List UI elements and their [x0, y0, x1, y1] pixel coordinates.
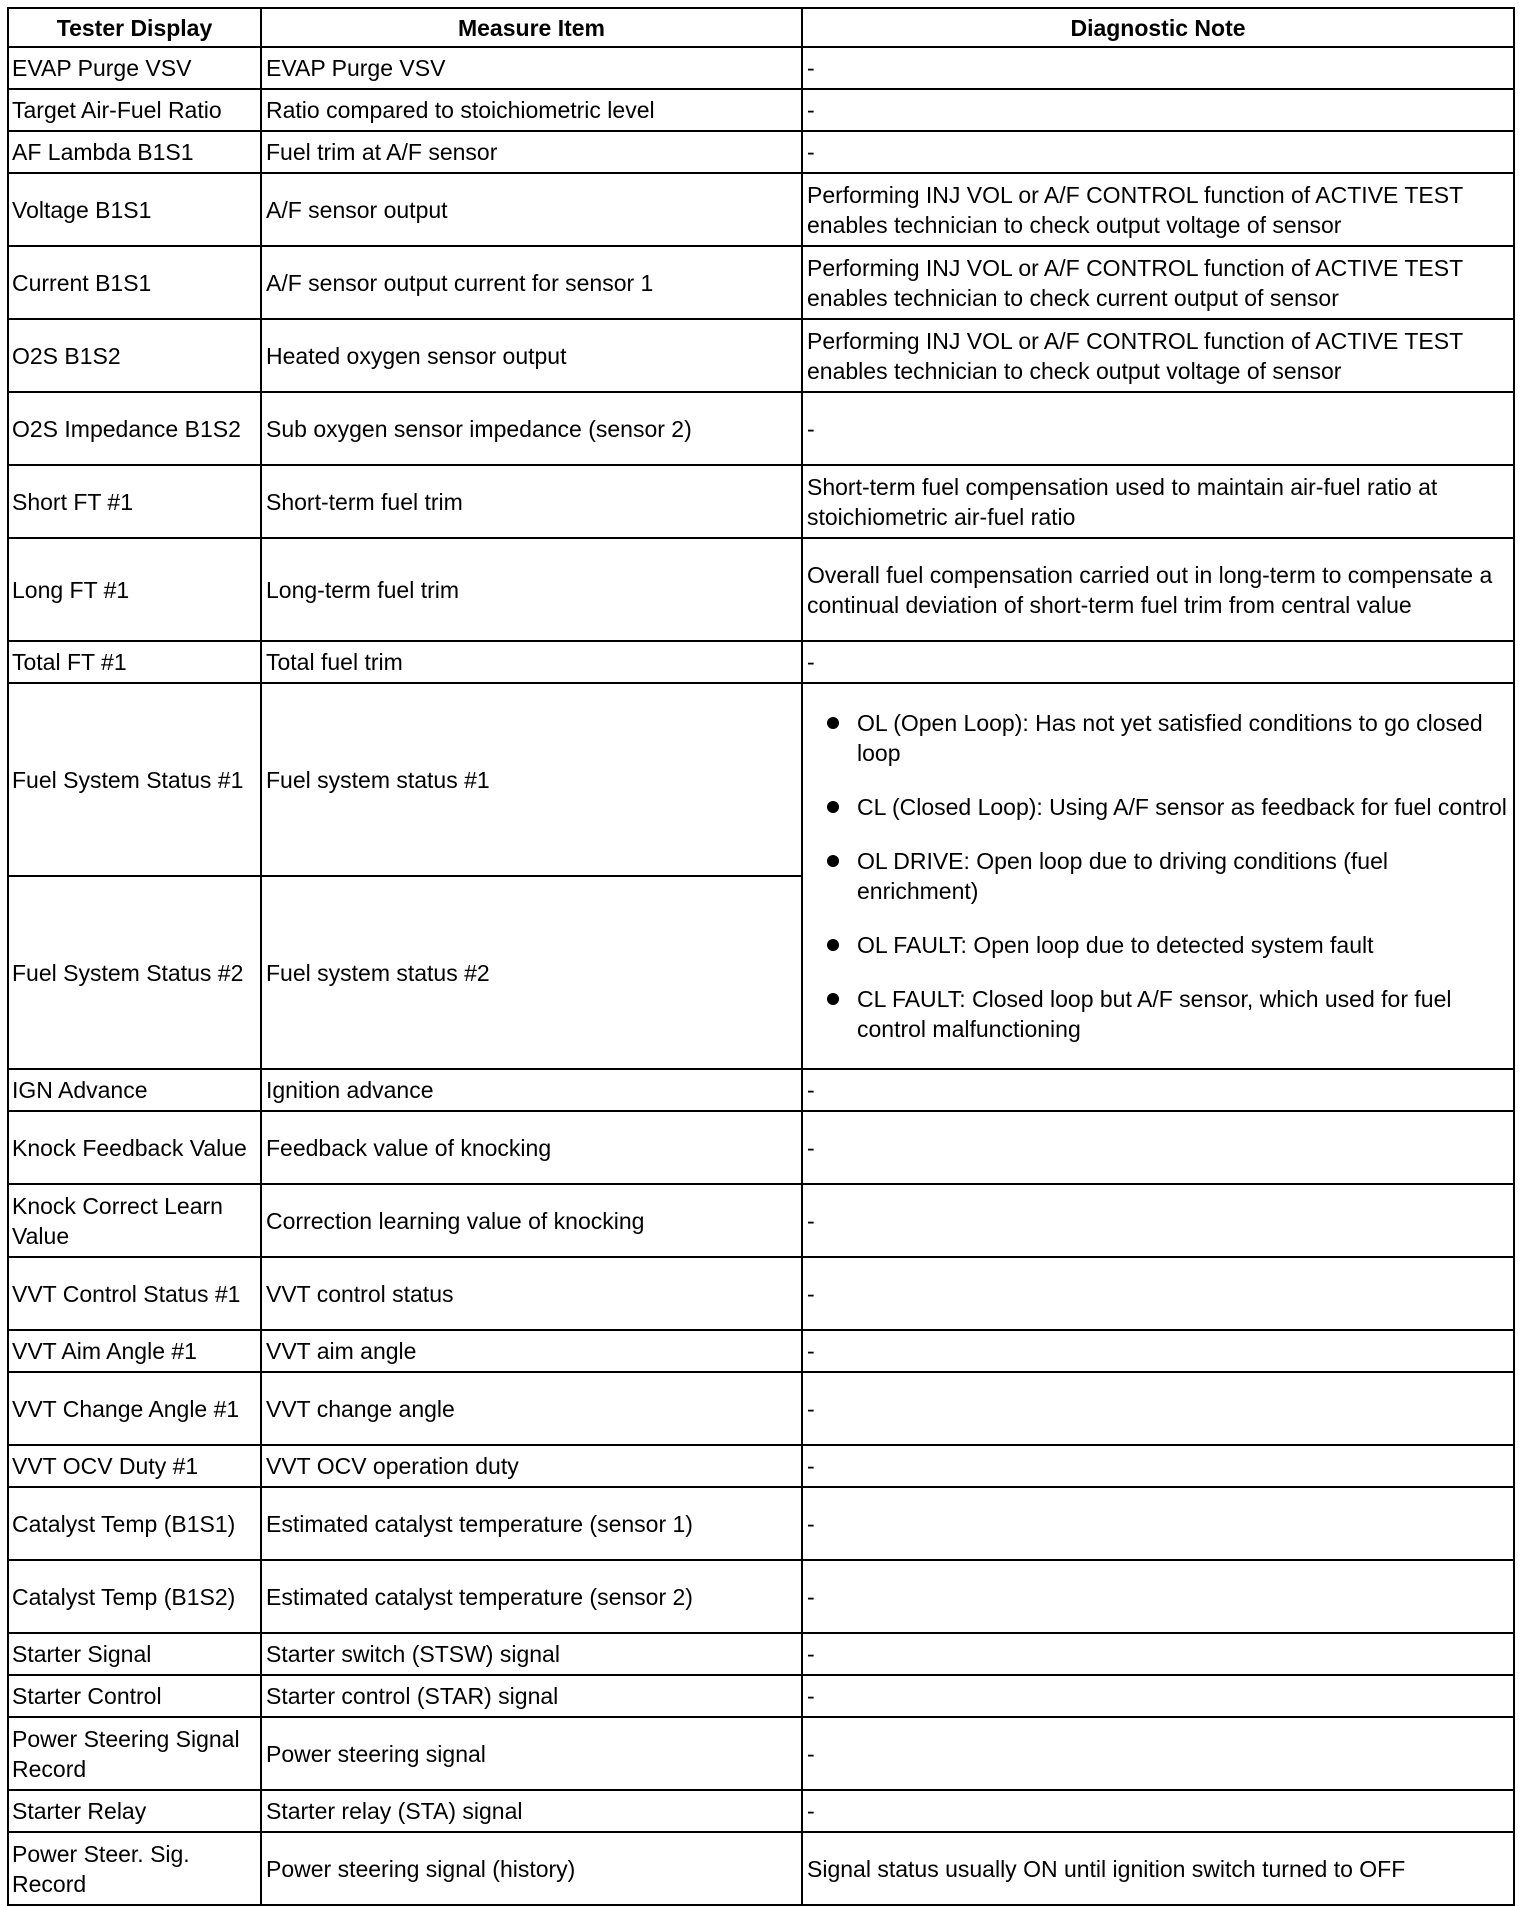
diagnostic-note-cell: - — [802, 1633, 1514, 1675]
tester-display-cell: Voltage B1S1 — [8, 173, 261, 246]
diagnostic-note-cell: - — [802, 392, 1514, 465]
table-row — [8, 641, 1514, 683]
measure-item-cell: Power steering signal — [261, 1717, 802, 1790]
measure-item-cell: Starter control (STAR) signal — [261, 1675, 802, 1717]
fuel-system-notes-cell — [802, 683, 1514, 1069]
tester-display-cell: Power Steer. Sig. Record — [8, 1832, 261, 1905]
measure-item-cell: Fuel trim at A/F sensor — [261, 131, 802, 173]
diagnostic-note-cell: Performing INJ VOL or A/F CONTROL function of ACTIVE TEST enables technician to check output voltage of sensor — [802, 319, 1514, 392]
measure-item-cell: Estimated catalyst temperature (sensor 2) — [261, 1560, 802, 1633]
table-row — [8, 1717, 1514, 1790]
measure-item-cell: Power steering signal (history) — [261, 1832, 802, 1905]
tester-display-cell: Total FT #1 — [8, 641, 261, 683]
tester-display-cell: IGN Advance — [8, 1069, 261, 1111]
table-row — [8, 1111, 1514, 1184]
diagnostic-note-cell: - — [802, 1445, 1514, 1487]
table-row — [8, 319, 1514, 392]
tester-display-cell: Knock Correct Learn Value — [8, 1184, 261, 1257]
table-row — [8, 683, 1514, 876]
diagnostic-note-cell: - — [802, 1111, 1514, 1184]
header-measure-item: Measure Item — [261, 8, 802, 47]
table-row — [8, 392, 1514, 465]
measure-item-cell: Correction learning value of knocking — [261, 1184, 802, 1257]
tester-display-cell: Fuel System Status #1 — [8, 683, 261, 876]
table-row — [8, 1487, 1514, 1560]
tester-display-cell: Catalyst Temp (B1S1) — [8, 1487, 261, 1560]
data-list-document — [7, 7, 1513, 1896]
tester-display-cell: Power Steering Signal Record — [8, 1717, 261, 1790]
measure-item-cell: Short-term fuel trim — [261, 465, 802, 538]
diagnostic-note-cell: Overall fuel compensation carried out in long-term to compensate a continual deviation of short-term fuel trim from central value — [802, 538, 1514, 641]
measure-item-cell: VVT OCV operation duty — [261, 1445, 802, 1487]
table-row — [8, 89, 1514, 131]
tester-display-cell: VVT Change Angle #1 — [8, 1372, 261, 1445]
tester-display-cell: Short FT #1 — [8, 465, 261, 538]
tester-display-cell: VVT Aim Angle #1 — [8, 1330, 261, 1372]
header-row — [8, 8, 1514, 47]
measure-item-cell: Ratio compared to stoichiometric level — [261, 89, 802, 131]
tester-display-cell: EVAP Purge VSV — [8, 47, 261, 89]
table-row — [8, 465, 1514, 538]
bullet-list-item: OL FAULT: Open loop due to detected system fault — [807, 930, 1509, 960]
tester-display-cell: Knock Feedback Value — [8, 1111, 261, 1184]
diagnostic-note-cell: - — [802, 1069, 1514, 1111]
measure-item-cell: Estimated catalyst temperature (sensor 1) — [261, 1487, 802, 1560]
measure-item-cell: A/F sensor output current for sensor 1 — [261, 246, 802, 319]
tester-display-cell: Starter Control — [8, 1675, 261, 1717]
table-row — [8, 1257, 1514, 1330]
tester-display-cell: Current B1S1 — [8, 246, 261, 319]
diagnostic-note-cell: - — [802, 1560, 1514, 1633]
bullet-list-item: OL DRIVE: Open loop due to driving conditions (fuel enrichment) — [807, 846, 1509, 906]
table-row — [8, 1330, 1514, 1372]
measure-item-cell: Fuel system status #1 — [261, 683, 802, 876]
bullet-list-item: OL (Open Loop): Has not yet satisfied conditions to go closed loop — [807, 708, 1509, 768]
measure-item-cell: Starter relay (STA) signal — [261, 1790, 802, 1832]
diagnostic-note-cell: Short-term fuel compensation used to maintain air-fuel ratio at stoichiometric air-fuel ratio — [802, 465, 1514, 538]
bullet-list-item: CL FAULT: Closed loop but A/F sensor, which used for fuel control malfunctioning — [807, 984, 1509, 1044]
table-row — [8, 1184, 1514, 1257]
header-tester-display: Tester Display — [8, 8, 261, 47]
table-row — [8, 1372, 1514, 1445]
tester-display-cell: Starter Signal — [8, 1633, 261, 1675]
diagnostic-note-cell: - — [802, 1372, 1514, 1445]
measure-item-cell: VVT change angle — [261, 1372, 802, 1445]
table-row — [8, 1790, 1514, 1832]
diagnostic-note-cell: Signal status usually ON until ignition switch turned to OFF — [802, 1832, 1514, 1905]
diagnostic-note-cell: - — [802, 1330, 1514, 1372]
table-row — [8, 47, 1514, 89]
diagnostic-note-cell: - — [802, 1717, 1514, 1790]
table-row — [8, 1675, 1514, 1717]
diagnostic-note-cell: - — [802, 1675, 1514, 1717]
diagnostic-note-cell: - — [802, 641, 1514, 683]
table-row — [8, 131, 1514, 173]
measure-item-cell: Fuel system status #2 — [261, 876, 802, 1069]
table-row — [8, 1069, 1514, 1111]
measure-item-cell: Ignition advance — [261, 1069, 802, 1111]
header-diagnostic-note: Diagnostic Note — [802, 8, 1514, 47]
fuel-system-notes-list — [807, 702, 1509, 1050]
diagnostic-note-cell: Performing INJ VOL or A/F CONTROL function of ACTIVE TEST enables technician to check output voltage of sensor — [802, 173, 1514, 246]
measure-item-cell: Starter switch (STSW) signal — [261, 1633, 802, 1675]
tester-display-cell: Catalyst Temp (B1S2) — [8, 1560, 261, 1633]
measure-item-cell: Heated oxygen sensor output — [261, 319, 802, 392]
tester-display-cell: Starter Relay — [8, 1790, 261, 1832]
diagnostic-note-cell: Performing INJ VOL or A/F CONTROL function of ACTIVE TEST enables technician to check current output of sensor — [802, 246, 1514, 319]
measure-item-cell: Total fuel trim — [261, 641, 802, 683]
diagnostic-note-cell: - — [802, 1487, 1514, 1560]
table-row — [8, 1560, 1514, 1633]
tester-display-cell: Fuel System Status #2 — [8, 876, 261, 1069]
measure-item-cell: Long-term fuel trim — [261, 538, 802, 641]
table-row — [8, 1832, 1514, 1905]
tester-display-cell: O2S B1S2 — [8, 319, 261, 392]
tester-display-cell: VVT Control Status #1 — [8, 1257, 261, 1330]
measure-item-cell: Feedback value of knocking — [261, 1111, 802, 1184]
measure-item-cell: Sub oxygen sensor impedance (sensor 2) — [261, 392, 802, 465]
table-row — [8, 538, 1514, 641]
diagnostic-note-cell: - — [802, 131, 1514, 173]
diagnostic-note-cell: - — [802, 1790, 1514, 1832]
diagnostic-note-cell: - — [802, 1257, 1514, 1330]
measure-item-cell: VVT aim angle — [261, 1330, 802, 1372]
tester-display-cell: AF Lambda B1S1 — [8, 131, 261, 173]
table-row — [8, 246, 1514, 319]
table-row — [8, 1633, 1514, 1675]
table-row — [8, 1445, 1514, 1487]
measure-item-cell: A/F sensor output — [261, 173, 802, 246]
diagnostic-note-cell: - — [802, 1184, 1514, 1257]
diagnostic-note-cell: - — [802, 47, 1514, 89]
tester-display-cell: VVT OCV Duty #1 — [8, 1445, 261, 1487]
measure-item-cell: VVT control status — [261, 1257, 802, 1330]
tester-display-cell: Target Air-Fuel Ratio — [8, 89, 261, 131]
bullet-list-item: CL (Closed Loop): Using A/F sensor as feedback for fuel control — [807, 792, 1509, 822]
data-list-table — [7, 7, 1515, 1906]
measure-item-cell: EVAP Purge VSV — [261, 47, 802, 89]
tester-display-cell: O2S Impedance B1S2 — [8, 392, 261, 465]
tester-display-cell: Long FT #1 — [8, 538, 261, 641]
table-row — [8, 173, 1514, 246]
diagnostic-note-cell: - — [802, 89, 1514, 131]
